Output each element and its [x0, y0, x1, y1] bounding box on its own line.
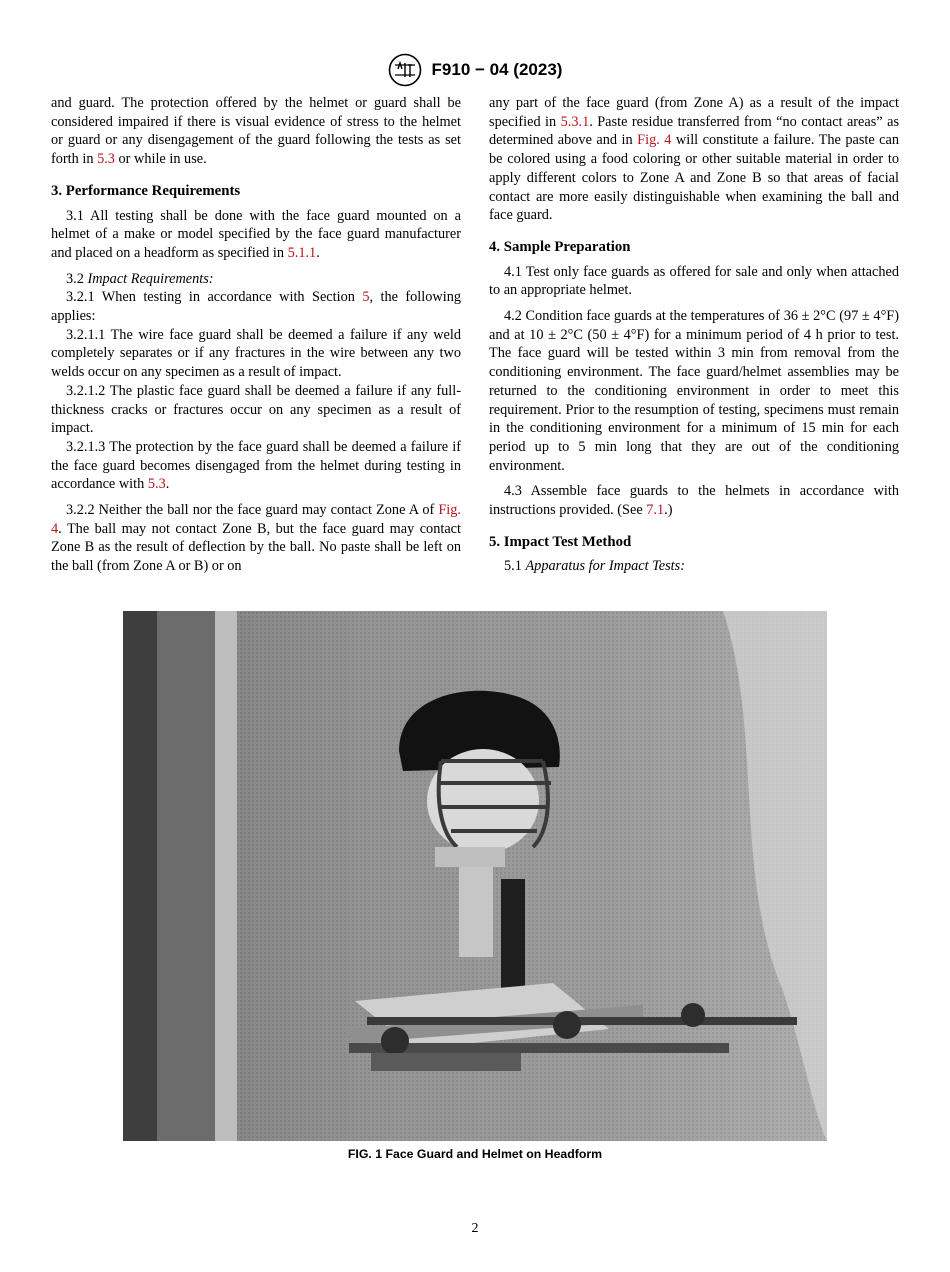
- paragraph-intro-continuation: and guard. The protection offered by the helmet or guard shall be considered impaired if there is visual evidence of stress to the helmet or guard or any disengagement of the guard following the tests as set forth in 5.3 or while in use.: [51, 95, 461, 168]
- section-5-heading: 5. Impact Test Method: [489, 533, 632, 550]
- paragraph-5-1: 5.1 Apparatus for Impact Tests:: [504, 558, 685, 575]
- reference-link[interactable]: 5.3: [147, 476, 166, 493]
- right-column: [489, 94, 899, 583]
- headform-photo-illustration: [123, 611, 827, 1141]
- reference-link[interactable]: 5: [362, 289, 370, 306]
- reference-link[interactable]: 5.3: [97, 151, 115, 168]
- left-column: [51, 94, 461, 583]
- paragraph-4-3: 4.3 Assemble face guards to the helmets in accordance with instructions provided. (See 7.1.): [489, 483, 899, 519]
- paragraph-4-2: 4.2 Condition face guards at the temperatures of 36 ± 2°C (97 ± 4°F) and at 10 ± 2°C (50 ± 4°F) for a minimum period of 4 h prior to test. The face guard will be tested within 3 min from removal from the conditioning environment. The face guard/helmet assemblies may be returned to the conditioning environment in order to meet this requirement. Prior to the resumption of testing, specimens must remain in the conditioning environment for a minimum of 15 min for each period up to 5 min long that they are out of the conditioning environment.: [489, 308, 899, 474]
- reference-link[interactable]: 5.3.1: [560, 113, 590, 130]
- page-header: [0, 52, 950, 88]
- paragraph-3-2-2: 3.2.2 Neither the ball nor the face guard may contact Zone A of Fig. 4. The ball may not contact Zone B, but the face guard may contact Zone B as the result of deflection by the ball. No paste shall be left on the ball (from Zone A or B) or on: [51, 502, 461, 575]
- paragraph-3-2-1-3: 3.2.1.3 The protection by the face guard shall be deemed a failure if the face guard becomes disengaged from the helmet during testing in accordance with 5.3.: [51, 438, 461, 493]
- paragraph-4-1: 4.1 Test only face guards as offered for sale and only when attached to an appropriate helmet.: [489, 263, 899, 299]
- reference-link[interactable]: 5.1.1: [287, 244, 317, 261]
- section-4-heading: 4. Sample Preparation: [489, 238, 631, 255]
- paragraph-3-2-1: 3.2.1 When testing in accordance with Section 5, the following applies:: [51, 289, 461, 325]
- page-number: 2: [471, 1221, 479, 1236]
- paragraph-3-2-1-1: 3.2.1.1 The wire face guard shall be deemed a failure if any weld completely separates or if any fractures in the wire between any two welds occur on any specimen as a result of impact.: [51, 326, 461, 381]
- paragraph-3-2-2-continuation: any part of the face guard (from Zone A) as a result of the impact specified in 5.3.1. Paste residue transferred from “no contact areas” as determined above and in Fig. 4 will constitute a failure. The paste can be colored using a food coloring or other suitable material in order to apply different colors to Zone A and Zone B so that areas of facial contact are more easily distinguishable when examining the ball and face guard.: [489, 95, 900, 224]
- figure-caption: FIG. 1 Face Guard and Helmet on Headform: [347, 1147, 603, 1161]
- reference-link[interactable]: Fig. 4: [637, 132, 672, 149]
- section-3-heading: 3. Performance Requirements: [51, 182, 241, 199]
- figure-photo-headform: [123, 611, 827, 1141]
- document-designation: F910 − 04 (2023): [431, 60, 563, 79]
- reference-link[interactable]: 7.1: [646, 502, 665, 519]
- astm-logo-icon: [388, 53, 422, 87]
- paragraph-3-2: 3.2 Impact Requirements:: [66, 270, 214, 287]
- paragraph-3-2-1-2: 3.2.1.2 The plastic face guard shall be deemed a failure if any full-thickness cracks or fractures occur on any specimen as a result of impact.: [51, 382, 461, 437]
- paragraph-3-1: 3.1 All testing shall be done with the face guard mounted on a helmet of a make or model specified by the face guard manufacturer and placed on a headform as specified in 5.1.1.: [51, 207, 461, 261]
- reference-link[interactable]: Fig. 4: [51, 502, 461, 537]
